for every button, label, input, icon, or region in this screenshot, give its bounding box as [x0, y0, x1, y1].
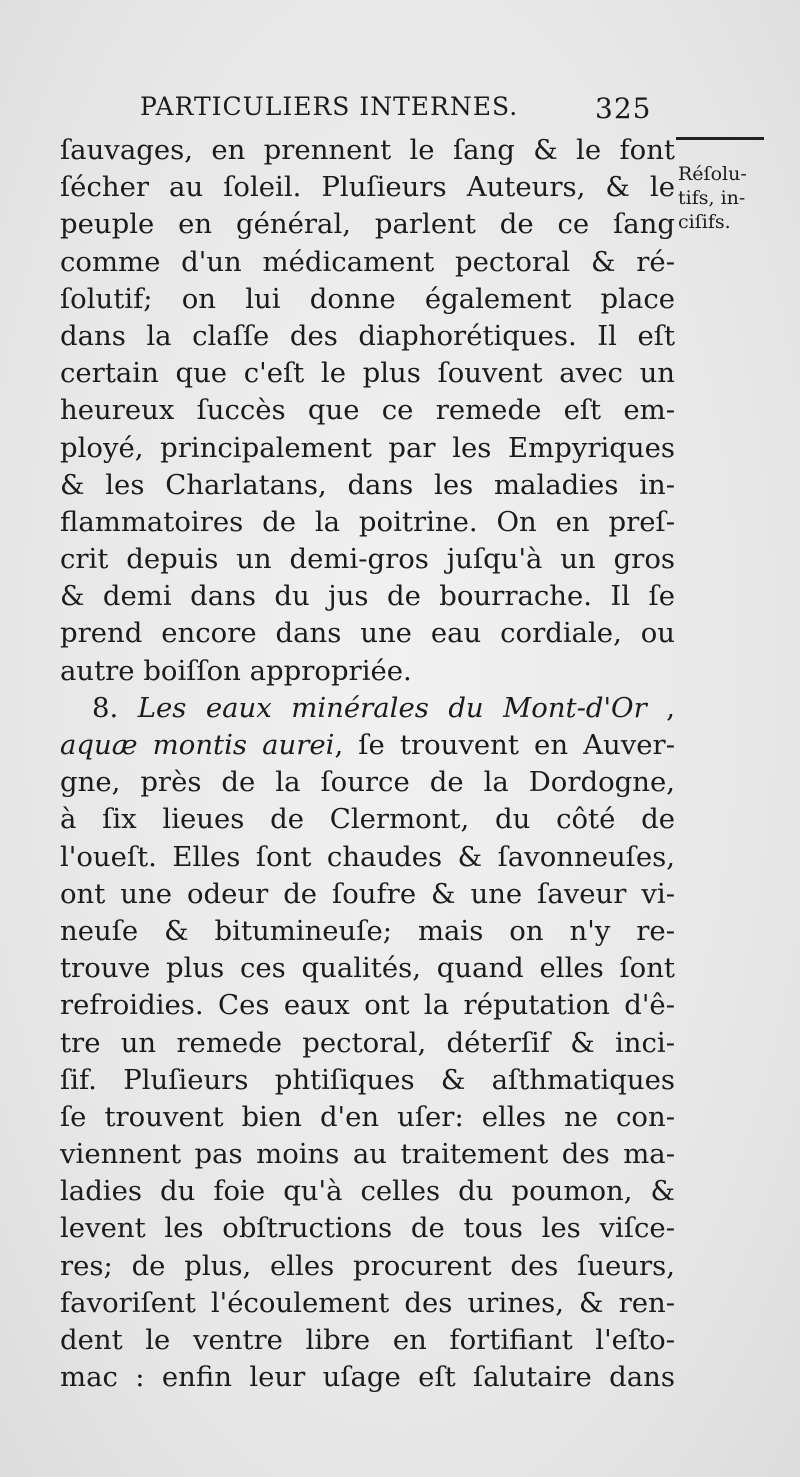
- text-line: res; de plus, elles procurent des ſueurs,: [60, 1249, 675, 1282]
- margin-note-line: tifs, in-: [678, 187, 746, 209]
- text-line: ſécher au ſoleil. Pluſieurs Auteurs, & le: [60, 171, 675, 204]
- page-number: 325: [595, 92, 652, 125]
- margin-note: [678, 162, 796, 234]
- text-line: viennent pas moins au traitement des ma-: [60, 1138, 675, 1171]
- text-line: flammatoires de la poitrine. On en preſ-: [60, 505, 675, 538]
- text-line: ladies du foie qu'à celles du poumon, &: [60, 1175, 675, 1208]
- text-line: à ſix lieues de Clermont, du côté de: [60, 803, 675, 836]
- latin-name: aquæ montis aurei: [60, 729, 335, 761]
- margin-rule: [676, 137, 764, 140]
- text-line: peuple en général, parlent de ce ſang: [60, 208, 675, 241]
- text-line: & les Charlatans, dans les maladies in-: [60, 468, 675, 501]
- text-line: heureux ſuccès que ce remede eſt em-: [60, 394, 675, 427]
- body-text: [60, 132, 675, 1396]
- text-line: ſe trouvent bien d'en uſer: elles ne con-: [60, 1100, 675, 1133]
- text-line: autre boiſſon appropriée.: [60, 654, 412, 687]
- text-line: refroidies. Ces eaux ont la réputation d'ê-: [60, 989, 675, 1022]
- text-line: & demi dans du jus de bourrache. Il ſe: [60, 580, 675, 613]
- text-line: certain que c'eſt le plus ſouvent avec un: [60, 357, 675, 390]
- section-number: 8.: [92, 691, 119, 724]
- text-line: ſolutif; on lui donne également place: [60, 282, 675, 315]
- text-line: mac : enfin leur uſage eſt ſalutaire dans: [60, 1361, 675, 1394]
- section-title: Les eaux minérales du Mont-d'Or: [137, 691, 647, 724]
- text-line: dans la claſſe des diaphorétiques. Il eſt: [60, 319, 675, 352]
- text-line: favoriſent l'écoulement des urines, & ren-: [60, 1286, 675, 1319]
- text-line: ſauvages, en prennent le ſang & le font: [60, 134, 675, 166]
- text-line: trouve plus ces qualités, quand elles ſont: [60, 952, 675, 985]
- text-line: l'oueſt. Elles ſont chaudes & ſavonneuſes,: [60, 840, 675, 873]
- text-line: gne, près de la ſource de la Dordogne,: [60, 766, 675, 799]
- text-line: neuſe & bitumineuſe; mais on n'y re-: [60, 914, 675, 947]
- text-line: ployé, principalement par les Empyriques: [60, 431, 675, 464]
- text-line: crit depuis un demi-gros juſqu'à un gros: [60, 543, 675, 576]
- text-line: ont une odeur de ſoufre & une ſaveur vi-: [60, 877, 675, 910]
- margin-note-line: ciſifs.: [678, 211, 731, 233]
- text-line: prend encore dans une eau cordiale, ou: [60, 617, 675, 650]
- text-line: aquæ montis aurei, ſe trouvent en Auver-: [60, 729, 675, 761]
- margin-note-line: Réſolu-: [678, 163, 747, 185]
- text-line: levent les obſtructions de tous les viſce-: [60, 1212, 675, 1245]
- section-heading-line: 8. Les eaux minérales du Mont-d'Or ,: [92, 691, 676, 724]
- text-line: tre un remede pectoral, déterſif & inci-: [60, 1026, 675, 1059]
- text-line: comme d'un médicament pectoral & ré-: [60, 245, 675, 278]
- text-line: dent le ventre libre en fortifiant l'eſto-: [60, 1324, 675, 1356]
- running-title: PARTICULIERS INTERNES.: [140, 92, 519, 121]
- text-line: ſif. Pluſieurs phtiſiques & aſthmatiques: [60, 1063, 675, 1096]
